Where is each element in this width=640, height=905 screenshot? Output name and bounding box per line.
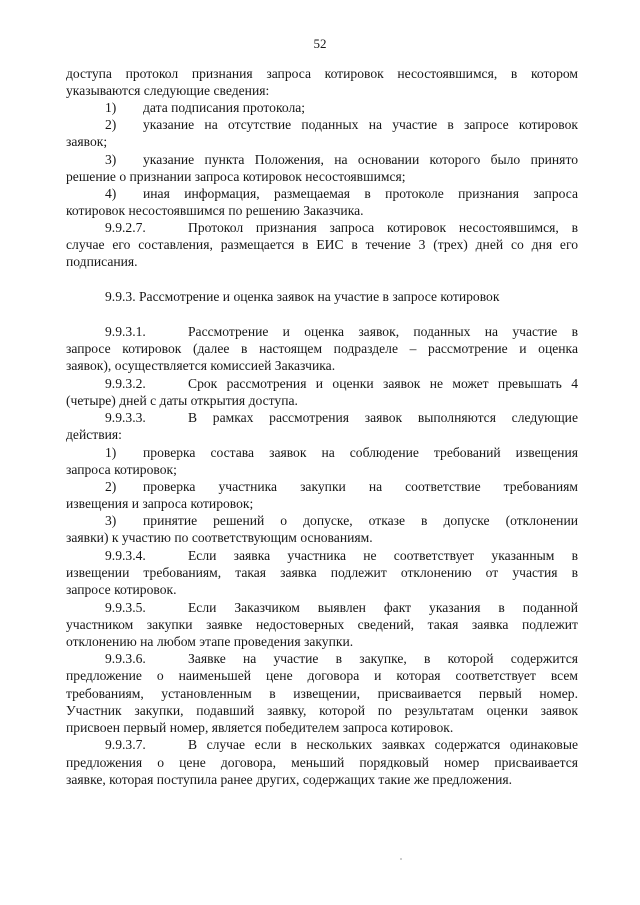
clause-9936 xyxy=(66,651,578,666)
clause-9936-line-3: требованиям, установленным в извещении, присваивается первый номер. xyxy=(66,686,578,701)
list-a-item-2-cont: заявок; xyxy=(66,134,108,149)
list-a-item-1-number: 1) xyxy=(105,100,117,115)
clause-9933-number: 9.9.3.3. xyxy=(105,410,146,425)
list-b-item-3-number: 3) xyxy=(105,513,117,528)
list-a-item-3-cont: решение о признании запроса котировок несостоявшимся; xyxy=(66,169,406,184)
clause-9927-line-3: подписания. xyxy=(66,254,138,269)
clause-9936-line-2: предложение о наименьшей цене договора и которая соответствует всем xyxy=(66,668,578,683)
list-a-item-2-number: 2) xyxy=(105,117,117,132)
clause-9933-line-2: действия: xyxy=(66,427,122,442)
list-b-item-2-cont: извещения и запроса котировок; xyxy=(66,496,254,511)
clause-9934-line-2: извещении требованиям, такая заявка подлежит отклонению от участия в xyxy=(66,565,578,580)
clause-9937-text: В случае если в нескольких заявках содержатся одинаковые xyxy=(188,737,578,752)
section-heading: 9.9.3. Рассмотрение и оценка заявок на участие в запросе котировок xyxy=(105,289,500,304)
clause-9931-line-3: заявок), осуществляется комиссией Заказчика. xyxy=(66,358,336,373)
list-a-item-4-text: иная информация, размещаемая в протоколе признания запроса xyxy=(143,186,578,201)
list-b-item-3-text: принятие решений о допуске, отказе в допуске (отклонении xyxy=(143,513,578,528)
clause-9933 xyxy=(66,410,578,425)
clause-9931-line-2: запросе котировок (далее в настоящем подразделе – рассмотрение и оценка xyxy=(66,341,578,356)
list-a-item-1 xyxy=(66,100,578,115)
clause-9934-number: 9.9.3.4. xyxy=(105,548,146,563)
clause-9935-text: Если Заказчиком выявлен факт указания в поданной xyxy=(188,600,578,615)
intro-line-2: указываются следующие сведения: xyxy=(66,83,270,98)
intro-line-1: доступа протокол признания запроса котировок несостоявшимся, в котором xyxy=(66,66,578,81)
clause-9932 xyxy=(66,376,578,391)
list-a-item-4-cont: котировок несостоявшимся по решению Заказчика. xyxy=(66,203,364,218)
list-a-item-3-text: указание пункта Положения, на основании которого было принято xyxy=(143,152,578,167)
clause-9935-number: 9.9.3.5. xyxy=(105,600,146,615)
clause-9937-number: 9.9.3.7. xyxy=(105,737,146,752)
clause-9927-text: Протокол признания запроса котировок несостоявшимся, в xyxy=(188,220,578,235)
list-a-item-3-number: 3) xyxy=(105,152,117,167)
clause-9936-line-4: Участник закупки, подавший заявку, которой по результатам оценки заявок xyxy=(66,703,578,718)
clause-9935-line-2: участником закупки заявке недостоверных сведений, такая заявка подлежит xyxy=(66,617,578,632)
list-b-item-3 xyxy=(66,513,578,528)
clause-9931-number: 9.9.3.1. xyxy=(105,324,146,339)
clause-9927-line-2: случае его составления, размещается в ЕИС в течение 3 (трех) дней со дня его xyxy=(66,237,578,252)
clause-9935-line-3: отклонению на любом этапе проведения закупки. xyxy=(66,634,354,649)
clause-9931-text: Рассмотрение и оценка заявок, поданных на участие в xyxy=(188,324,578,339)
list-b-item-1-text: проверка состава заявок на соблюдение требований извещения xyxy=(143,445,578,460)
list-b-item-1 xyxy=(66,445,578,460)
clause-9934-text: Если заявка участника не соответствует указанным в xyxy=(188,548,578,563)
clause-9932-text: Срок рассмотрения и оценки заявок не может превышать 4 xyxy=(188,376,578,391)
list-b-item-1-cont: запроса котировок; xyxy=(66,462,177,477)
clause-9932-line-2: (четыре) дней с даты открытия доступа. xyxy=(66,393,298,408)
list-a-item-4-number: 4) xyxy=(105,186,117,201)
clause-9927 xyxy=(66,220,578,235)
list-a-item-3 xyxy=(66,152,578,167)
clause-9927-number: 9.9.2.7. xyxy=(105,220,146,235)
list-a-item-1-text: дата подписания протокола; xyxy=(143,100,306,115)
scan-speck xyxy=(400,858,402,860)
clause-9937 xyxy=(66,737,578,752)
list-b-item-2 xyxy=(66,479,578,494)
clause-9935 xyxy=(66,600,578,615)
list-a-item-2-text: указание на отсутствие поданных на участие в запросе котировок xyxy=(143,117,578,132)
clause-9936-number: 9.9.3.6. xyxy=(105,651,146,666)
clause-9931 xyxy=(66,324,578,339)
page-number: 52 xyxy=(313,36,327,51)
clause-9934 xyxy=(66,548,578,563)
list-b-item-2-text: проверка участника закупки на соответствие требованиям xyxy=(143,479,578,494)
list-b-item-1-number: 1) xyxy=(105,445,117,460)
clause-9934-line-3: запросе котировок. xyxy=(66,582,177,597)
list-a-item-4 xyxy=(66,186,578,201)
clause-9936-line-5: присвоен первый номер, является победителем запроса котировок. xyxy=(66,720,454,735)
list-b-item-2-number: 2) xyxy=(105,479,117,494)
clause-9932-number: 9.9.3.2. xyxy=(105,376,146,391)
clause-9937-line-3: заявке, которая поступила ранее других, содержащих такие же предложения. xyxy=(66,772,513,787)
list-a-item-2 xyxy=(66,117,578,132)
clause-9937-line-2: предложения о цене договора, меньший порядковый номер присваивается xyxy=(66,755,578,770)
list-b-item-3-cont: заявки) к участию по соответствующим основаниям. xyxy=(66,530,373,545)
clause-9936-text: Заявке на участие в закупке, в которой содержится xyxy=(188,651,578,666)
clause-9933-text: В рамках рассмотрения заявок выполняются следующие xyxy=(188,410,578,425)
